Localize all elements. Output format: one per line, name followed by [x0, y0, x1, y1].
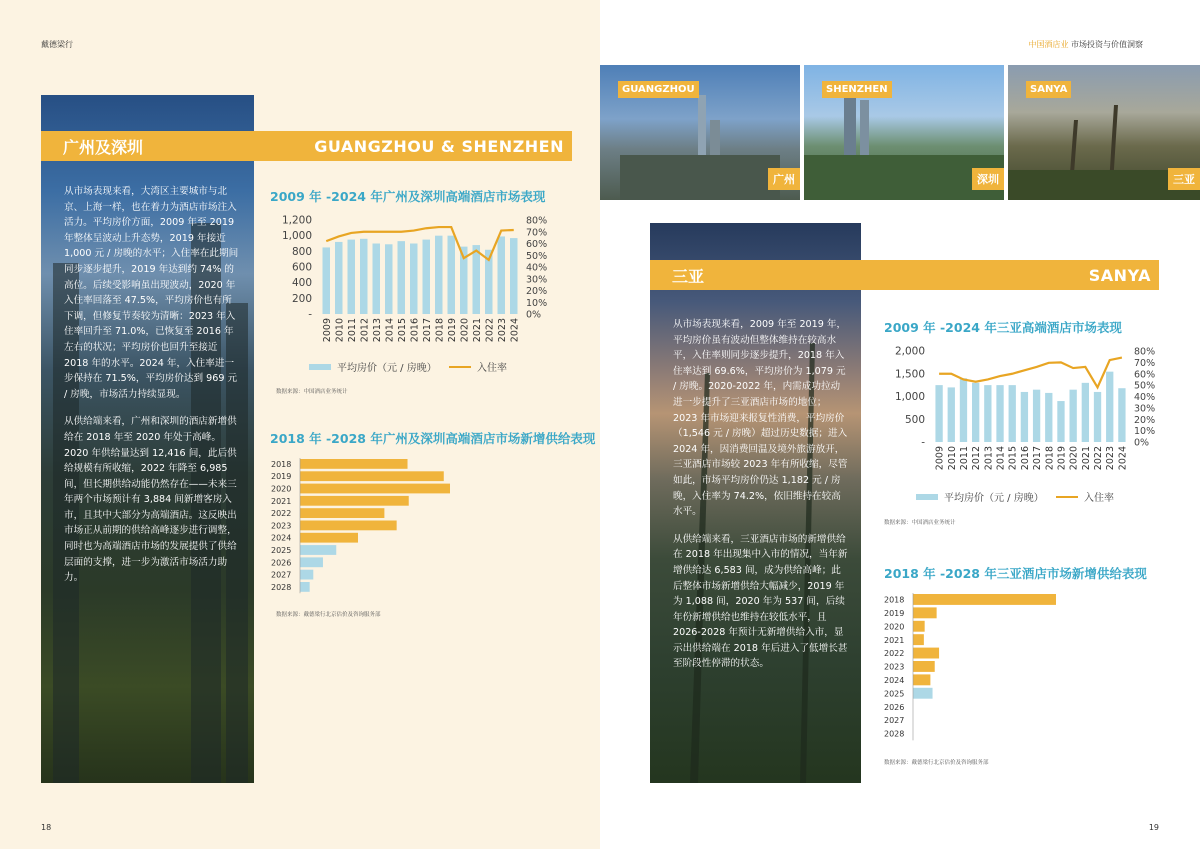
guangzhou-tag: GUANGZHOU — [618, 81, 699, 98]
sy-perf-bar — [1070, 390, 1077, 442]
gz-supply-y-tick: 2027 — [271, 570, 292, 580]
sy-perf-bar — [1033, 390, 1040, 442]
gz-perf-x-tick: 2011 — [346, 318, 358, 343]
gz-supply-chart-title: 2018 年 -2028 年广州及深圳高端酒店市场新增供给表现 — [270, 431, 596, 446]
gz-supply-bar — [300, 459, 408, 469]
sy-supply-bar — [913, 634, 924, 645]
sy-perf-right-tick: 20% — [1134, 414, 1156, 426]
gz-perf-x-tick: 2022 — [484, 318, 496, 343]
sy-perf-bar — [935, 385, 942, 442]
gz-body-text — [64, 184, 240, 598]
gz-supply-y-tick: 2026 — [271, 558, 292, 568]
right-page — [600, 0, 1200, 849]
gz-supply-y-tick: 2021 — [271, 496, 292, 506]
gz-supply-bar — [300, 471, 444, 481]
gz-perf-bar — [348, 240, 356, 314]
sy-supply-y-tick: 2022 — [884, 649, 905, 659]
sy-perf-x-tick: 2019 — [1056, 446, 1068, 471]
sanya-paragraph-1: 从市场表现来看，2009 年至 2019 年，平均房价虽有波动但整体维持在较高水平，入住率则同步逐步提升，2018 年入住率达到 69.6%，平均房价为 1,079 元 / 房晚。2020-2022 年，内需成功拉动进一步提升了三亚酒店市场的地位；2023 年市场迎来报复性消费，平均房价（1,546 元 / 房晚）超过历史数据；进入 2024 年，因消费回温及境外旅游放开，三亚酒店市场较 2023 年有所收缩，尽管如此，市场平均房价仍达 1,182 元 / 房晚，入住率为 74.2%，依旧维持在较高水平。 — [673, 319, 848, 518]
gz-perf-x-tick: 2020 — [459, 318, 471, 343]
sy-perf-x-tick: 2022 — [1093, 446, 1105, 471]
sy-perf-left-tick: - — [921, 436, 925, 449]
sy-supply-bar — [913, 594, 1056, 605]
sy-perf-legend-bar-swatch — [916, 494, 938, 500]
gz-perf-legend-bar-label: 平均房价（元 / 房晚） — [337, 363, 437, 374]
sy-supply-bar — [913, 688, 933, 699]
sy-perf-right-tick: 80% — [1134, 346, 1156, 358]
shenzhen-cn-tag: 深圳 — [972, 168, 1004, 190]
gz-supply-bar — [300, 570, 313, 580]
gz-supply-y-tick: 2028 — [271, 582, 292, 592]
page-number-left: 18 — [41, 823, 52, 832]
gz-title-en: GUANGZHOU & SHENZHEN — [314, 136, 564, 156]
sy-perf-x-tick: 2024 — [1117, 446, 1129, 471]
sy-perf-bar — [948, 387, 955, 442]
sy-supply-y-tick: 2023 — [884, 662, 905, 672]
sy-perf-bar — [1106, 372, 1113, 442]
gz-perf-left-tick: 600 — [291, 261, 312, 274]
gz-perf-legend-line-label: 入住率 — [477, 363, 507, 374]
sanya-supply-source: 数据来源：戴德梁行北京估价及咨询服务部 — [884, 760, 989, 766]
sy-perf-right-tick: 70% — [1134, 357, 1156, 369]
gz-paragraph-1: 从市场表现来看，大湾区主要城市与北京、上海一样，也在着力为酒店市场注入活力。平均房价方面，2009 年至 2019 年整体呈波动上升态势，2019 年接近 1,000 元 / 房晚的水平；入住率在此期间同步逐步提升，2019 年达到约 74% 的高位。后续受影响虽出现波动，2020 年入住率回落至 47.5%，平均房价也有所下调，但修复节奏较为清晰：2023 年入住率回升至 71.0%，已恢复至 2016 年左右的状况；平均房价也回升至接近 2018 年的水平。2024 年，入住率进一步保持在 71.5%，平均房价达到 969 元 / 房晚，市场活力持续显现。 — [64, 186, 239, 400]
sy-perf-left-tick: 1,500 — [894, 368, 925, 381]
sanya-body-text — [673, 317, 849, 684]
sanya-supply-chart-title: 2018 年 -2028 年三亚酒店市场新增供给表现 — [884, 566, 1147, 581]
gz-perf-right-tick: 80% — [526, 215, 548, 227]
sy-perf-x-tick: 2016 — [1019, 446, 1031, 471]
gz-perf-left-tick: 1,000 — [281, 230, 312, 243]
gz-perf-x-tick: 2021 — [471, 318, 483, 343]
gz-perf-x-tick: 2013 — [371, 318, 383, 343]
gz-perf-right-tick: 10% — [526, 297, 548, 309]
sanya-performance-chart-title: 2009 年 -2024 年三亚高端酒店市场表现 — [884, 320, 1122, 335]
sy-supply-y-tick: 2019 — [884, 609, 905, 619]
sy-supply-y-tick: 2020 — [884, 622, 905, 632]
sy-perf-right-tick: 50% — [1134, 380, 1156, 392]
sy-perf-x-tick: 2020 — [1068, 446, 1080, 471]
sy-supply-y-tick: 2025 — [884, 689, 905, 699]
gz-perf-bar — [335, 242, 343, 314]
sy-perf-bar — [984, 385, 991, 442]
gz-perf-right-tick: 60% — [526, 239, 548, 250]
sanya-performance-chart — [878, 338, 1183, 510]
sy-perf-x-tick: 2013 — [983, 446, 995, 471]
sanya-title-en: SANYA — [1088, 265, 1151, 285]
gz-performance-chart-title: 2009 年 -2024 年广州及深圳高端酒店市场表现 — [270, 189, 546, 204]
sy-perf-x-tick: 2018 — [1044, 446, 1056, 471]
gz-perf-x-tick: 2015 — [396, 318, 408, 343]
sy-perf-right-tick: 60% — [1134, 369, 1156, 381]
gz-perf-x-tick: 2017 — [421, 318, 433, 343]
sy-perf-x-tick: 2009 — [934, 446, 946, 471]
sanya-paragraph-2: 从供给端来看，三亚酒店市场的新增供给在 2018 年出现集中入市的情况，当年新增供给达 6,583 间，成为供给高峰；此后整体市场新增供给大幅减少，2019 年为 1,088 间，2020 年为 537 间，后续年份新增供给也维持在较低水平，且 2026-2028 年预计无新增供给入市，显示出供给端在 2018 年后进入了低增长甚至阶段性停滞的状态。 — [673, 533, 848, 670]
sy-perf-bar — [1057, 401, 1064, 442]
running-header-left: 戴德梁行 — [41, 40, 73, 49]
gz-perf-x-tick: 2009 — [321, 318, 333, 343]
gz-perf-x-tick: 2019 — [446, 318, 458, 343]
gz-perf-bar — [373, 244, 381, 315]
gz-supply-y-tick: 2023 — [271, 521, 292, 531]
header-subtitle: 市场投资与价值洞察 — [1071, 40, 1143, 49]
shenzhen-thumbnail — [804, 65, 1004, 200]
sy-perf-left-tick: 1,000 — [894, 391, 925, 403]
sy-perf-left-tick: 2,000 — [894, 345, 925, 358]
gz-perf-x-tick: 2012 — [359, 318, 371, 343]
gz-section-band — [41, 131, 572, 161]
gz-perf-bar — [398, 241, 406, 314]
sy-perf-bar — [996, 385, 1003, 442]
gz-perf-right-tick: 0% — [526, 309, 542, 321]
sanya-title-cn: 三亚 — [672, 266, 705, 286]
sy-perf-x-tick: 2023 — [1105, 446, 1117, 471]
sy-perf-right-tick: 10% — [1134, 426, 1156, 438]
page-number-right: 19 — [1148, 823, 1159, 832]
sy-supply-y-tick: 2027 — [884, 716, 905, 726]
sy-supply-bar — [913, 674, 930, 685]
sanya-cn-tag: 三亚 — [1168, 168, 1200, 190]
sanya-tag: SANYA — [1026, 81, 1071, 98]
gz-perf-x-tick: 2016 — [409, 318, 421, 343]
gz-perf-left-tick: 200 — [291, 292, 312, 305]
sy-perf-right-tick: 40% — [1134, 392, 1156, 403]
gz-perf-left-tick: 400 — [291, 277, 312, 290]
sy-perf-x-tick: 2012 — [971, 446, 983, 471]
sy-perf-x-tick: 2011 — [958, 446, 970, 471]
guangzhou-cn-tag: 广州 — [768, 168, 800, 190]
gz-perf-right-tick: 70% — [526, 227, 548, 239]
gz-perf-x-tick: 2018 — [434, 318, 446, 343]
gz-perf-bar — [385, 244, 393, 314]
sy-perf-x-tick: 2017 — [1032, 446, 1044, 471]
gz-supply-bar — [300, 484, 450, 494]
gz-perf-bar — [448, 236, 456, 314]
sy-perf-right-tick: 30% — [1134, 403, 1156, 415]
gz-paragraph-2: 从供给端来看，广州和深圳的酒店新增供给在 2018 年至 2020 年处于高峰。2020 年供给量达到 12,416 间，此后供给规模有所收缩，2022 年降至 6,985 间，但长期供给动能仍然存在——未来三年两个市场预计有 3,884 间新增客房入市，且其中大部分为高端酒店。这反映出市场正从前期的供给高峰逐步进行调整，同时也为高端酒店市场的发展提供了供给层面的支撑，进一步为激活市场活力助力。 — [64, 416, 237, 584]
sy-supply-y-tick: 2021 — [884, 635, 905, 645]
sy-perf-legend-bar-label: 平均房价（元 / 房晚） — [944, 493, 1044, 504]
gz-supply-y-tick: 2022 — [271, 509, 292, 519]
sy-perf-bar — [972, 383, 979, 442]
sy-supply-bar — [913, 648, 939, 659]
gz-supply-bar — [300, 521, 397, 531]
gz-perf-bar — [323, 247, 331, 314]
gz-perf-bar — [473, 245, 481, 314]
sy-supply-bar — [913, 661, 935, 672]
gz-perf-x-tick: 2023 — [496, 318, 508, 343]
gz-perf-x-tick: 2024 — [509, 318, 521, 343]
sanya-performance-source: 数据来源：中国酒店业务统计 — [884, 520, 956, 526]
gz-supply-y-tick: 2019 — [271, 472, 292, 482]
sy-supply-y-tick: 2026 — [884, 702, 905, 712]
gz-supply-bar — [300, 545, 336, 555]
running-header-right — [1028, 39, 1143, 50]
sy-perf-bar — [1021, 392, 1028, 442]
gz-supply-y-tick: 2024 — [271, 533, 292, 543]
sy-perf-x-tick: 2021 — [1080, 446, 1092, 471]
sy-perf-bar — [1009, 385, 1016, 442]
guangzhou-thumbnail — [600, 65, 800, 200]
sy-perf-bar — [1094, 392, 1101, 442]
gz-supply-bar — [300, 508, 384, 518]
gz-perf-left-tick: 800 — [291, 245, 312, 258]
gz-perf-right-tick: 20% — [526, 286, 548, 297]
sy-perf-right-tick: 0% — [1134, 437, 1150, 449]
gz-perf-left-tick: 1,200 — [281, 214, 312, 227]
sy-perf-bar — [1082, 383, 1089, 442]
sanya-supply-chart — [878, 588, 1178, 748]
header-highlight: 中国酒店业 — [1028, 40, 1069, 49]
gz-supply-y-tick: 2020 — [271, 484, 292, 494]
sy-supply-y-tick: 2024 — [884, 676, 905, 686]
sy-perf-legend-line-label: 入住率 — [1084, 493, 1114, 504]
sy-perf-x-tick: 2015 — [1007, 446, 1019, 471]
sy-perf-x-tick: 2014 — [995, 446, 1007, 471]
gz-perf-bar — [435, 236, 443, 314]
shenzhen-tag: SHENZHEN — [822, 81, 892, 98]
gz-perf-bar — [498, 236, 506, 314]
sanya-section-band — [650, 260, 1159, 290]
sy-perf-bar — [960, 378, 967, 442]
gz-performance-chart — [265, 208, 575, 383]
sy-perf-x-tick: 2010 — [946, 446, 958, 471]
gz-perf-bar — [410, 244, 418, 315]
sy-supply-y-tick: 2018 — [884, 595, 905, 605]
gz-supply-y-tick: 2025 — [271, 545, 292, 555]
gz-perf-right-tick: 30% — [526, 274, 548, 286]
sanya-thumbnail — [1008, 65, 1200, 200]
sy-perf-bar — [1118, 388, 1125, 442]
sy-perf-left-tick: 500 — [904, 413, 925, 426]
gz-perf-bar — [360, 239, 368, 314]
gz-perf-right-tick: 50% — [526, 250, 548, 262]
gz-perf-x-tick: 2010 — [334, 318, 346, 343]
gz-perf-left-tick: - — [308, 308, 312, 321]
gz-performance-source: 数据来源：中国酒店业务统计 — [276, 389, 348, 395]
sy-perf-bar — [1045, 393, 1052, 442]
gz-perf-right-tick: 40% — [526, 262, 548, 274]
gz-supply-bar — [300, 557, 323, 567]
gz-supply-y-tick: 2018 — [271, 459, 292, 469]
gz-supply-bar — [300, 533, 358, 543]
gz-title-cn: 广州及深圳 — [63, 137, 144, 157]
gz-supply-chart — [265, 455, 565, 600]
gz-supply-bar — [300, 496, 409, 506]
gz-supply-bar — [300, 582, 310, 592]
sy-supply-bar — [913, 621, 925, 632]
sy-supply-bar — [913, 607, 937, 618]
sy-supply-y-tick: 2028 — [884, 729, 905, 739]
gz-perf-bar — [423, 240, 431, 314]
gz-perf-legend-bar-swatch — [309, 364, 331, 370]
gz-perf-x-tick: 2014 — [384, 318, 396, 343]
gz-perf-bar — [510, 238, 518, 314]
gz-supply-source: 数据来源：戴德梁行北京估价及咨询服务部 — [276, 612, 381, 618]
